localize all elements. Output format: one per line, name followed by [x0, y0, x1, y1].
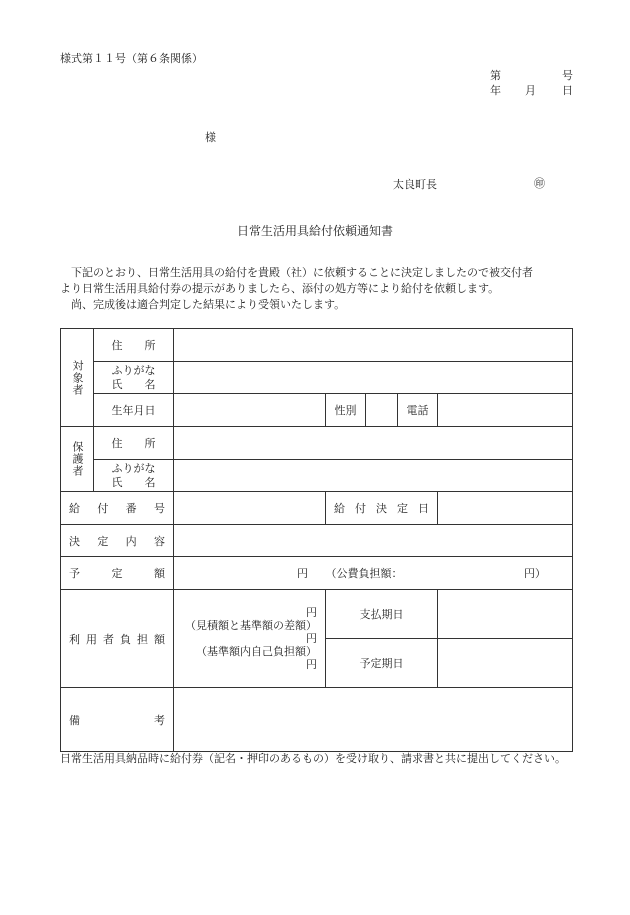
doc-number-suffix: 号	[562, 69, 573, 82]
decision-content-label: 決定内容	[61, 525, 174, 557]
guardian-name-field[interactable]	[174, 460, 573, 492]
guardian-address-field[interactable]	[174, 427, 573, 460]
birthdate-label: 生年月日	[94, 394, 174, 427]
body-line-1: 下記のとおり、日常生活用具の給付を貴殿（社）に依頼することに決定しましたので被交付者	[71, 266, 533, 279]
decision-content-field[interactable]	[174, 525, 573, 557]
guardian-group-label: 保護者	[61, 427, 94, 492]
sender-name: 太良町長	[393, 178, 437, 191]
date-year: 年	[490, 84, 501, 97]
subject-address-label: 住 所	[94, 329, 174, 362]
form-number: 様式第１１号（第６条関係）	[60, 52, 203, 65]
guardian-address-label: 住 所	[94, 427, 174, 460]
remarks-field[interactable]	[174, 688, 573, 752]
guardian-name-label	[94, 460, 174, 492]
addressee-suffix: 様	[205, 131, 216, 144]
date-month: 月	[525, 84, 536, 97]
public-share-label: （公費負担額：	[325, 567, 403, 580]
gender-label: 性別	[326, 394, 366, 427]
body-line-3: 尚、完成後は適合判定した結果により受領いたします。	[71, 298, 346, 311]
benefit-number-label: 給付番号	[61, 492, 174, 525]
benefit-number-field[interactable]	[174, 492, 326, 525]
user-share-amounts[interactable]	[174, 590, 326, 688]
gender-field[interactable]	[366, 394, 398, 427]
remarks-label: 備考	[61, 688, 174, 752]
benefit-decision-date-field[interactable]	[438, 492, 573, 525]
document-title: 日常生活用具給付依頼通知書	[236, 224, 393, 238]
planned-amount-field[interactable]	[174, 557, 573, 590]
footnote: 日常生活用具納品時に給付券（記名・押印のあるもの）を受け取り、請求書と共に提出してください。	[60, 752, 566, 765]
yen-unit: 円	[306, 632, 317, 645]
subject-group-label: 対象者	[61, 329, 94, 427]
body-line-2: より日常生活用具給付券の提示がありましたら、添付の処方等により給付を依頼します。	[60, 282, 500, 295]
yen-unit: 円	[306, 606, 317, 619]
phone-label: 電話	[398, 394, 438, 427]
planned-amount-label: 予定額	[61, 557, 174, 590]
scheduled-date-field[interactable]	[438, 639, 573, 688]
subject-address-field[interactable]	[174, 329, 573, 362]
benefit-decision-date-label: 給付決定日	[326, 492, 438, 525]
within-standard-label: （基準額内自己負担額）	[196, 645, 317, 658]
public-share-yen-unit: 円）	[524, 567, 546, 580]
payment-date-field[interactable]	[438, 590, 573, 639]
benefit-form-table	[60, 328, 573, 752]
estimate-diff-label: （見積額と基準額の差額）	[185, 619, 317, 632]
name-label: 氏 名	[111, 377, 156, 391]
furigana-label: ふりがな	[111, 363, 156, 377]
payment-date-label: 支払期日	[326, 590, 438, 639]
phone-field[interactable]	[438, 394, 573, 427]
birthdate-field[interactable]	[174, 394, 326, 427]
scheduled-date-label: 予定期日	[326, 639, 438, 688]
doc-number-label: 第	[490, 69, 501, 82]
body-text	[60, 265, 580, 313]
planned-yen-unit: 円	[297, 567, 308, 580]
yen-unit: 円	[306, 658, 317, 671]
furigana-label: ふりがな	[111, 461, 156, 475]
name-label: 氏 名	[111, 475, 156, 489]
subject-name-field[interactable]	[174, 362, 573, 394]
seal-mark: ㊞	[534, 177, 545, 190]
date-day: 日	[562, 84, 573, 97]
subject-name-label	[94, 362, 174, 394]
user-share-label: 利用者負担額	[61, 590, 174, 688]
